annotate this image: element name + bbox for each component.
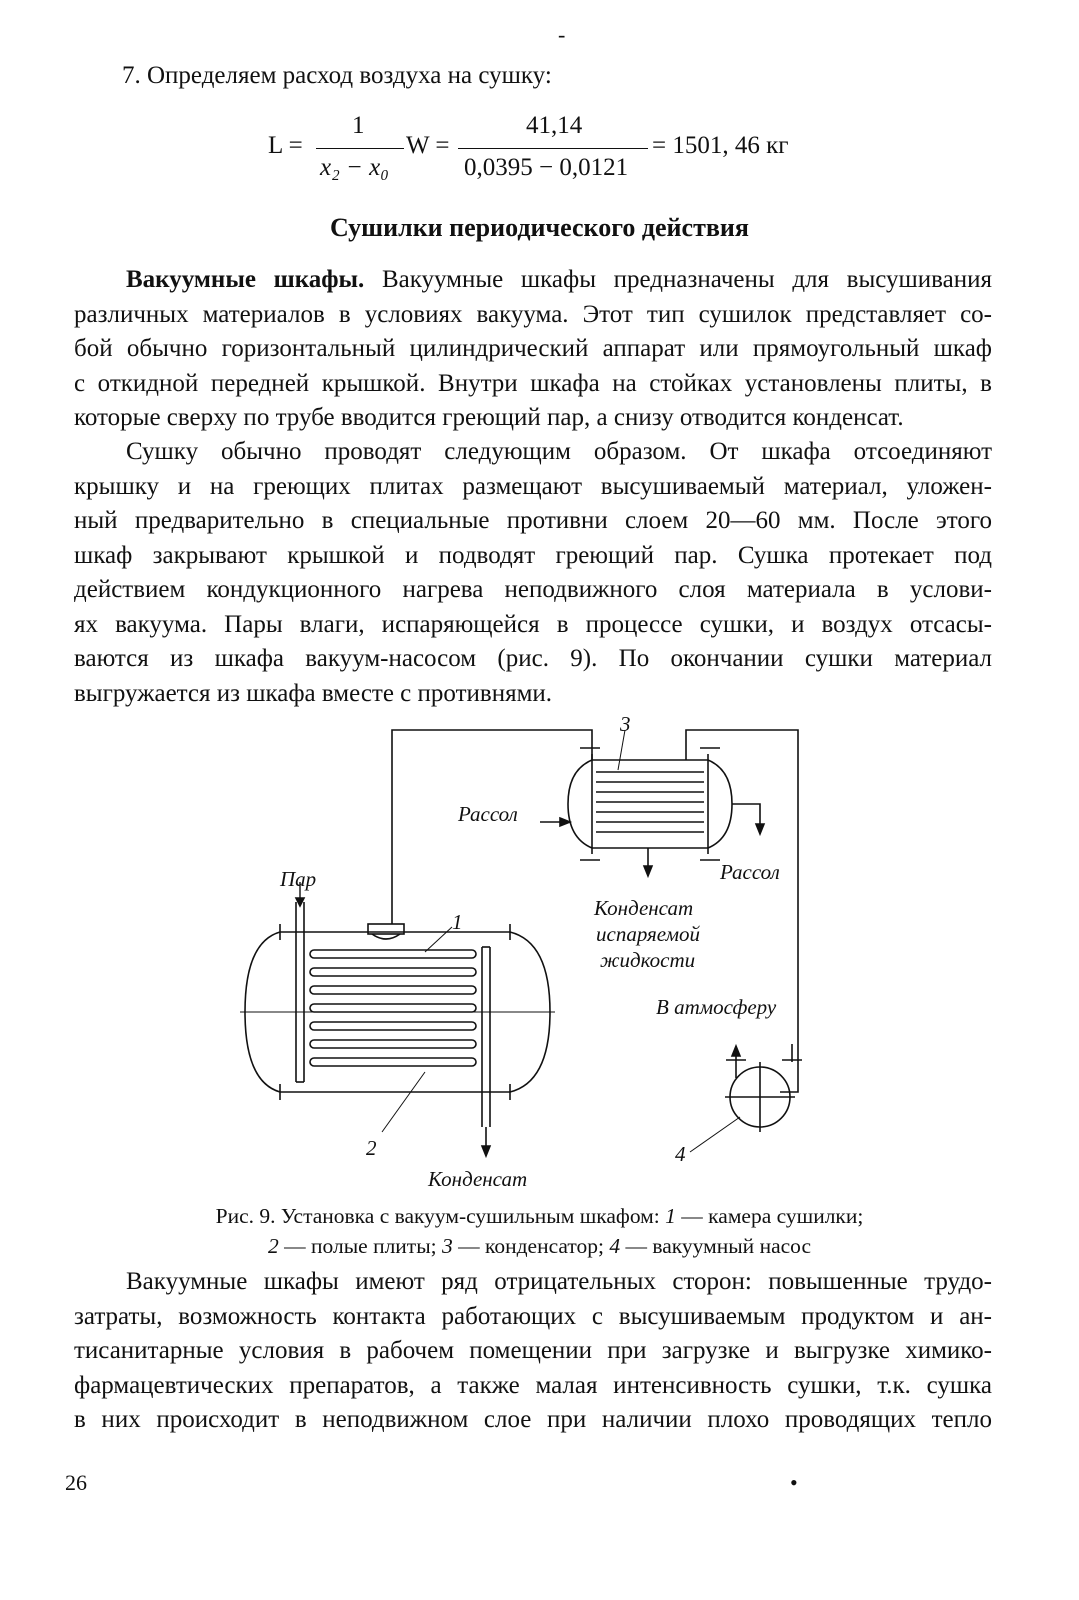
formula-frac2-bar [458, 148, 648, 149]
paragraph-line: различных материалов в условиях вакуума. Этот тип сушилок представляет со- [74, 300, 992, 328]
paragraph-line-text: Вакуумные шкафы предназначены для высушивания [364, 266, 992, 293]
air-flow-formula [268, 112, 828, 192]
formula-frac2-denominator: 0,0395 − 0,0121 [464, 154, 629, 181]
paragraph-line: фармацевтических препаратов, а также малая интенсивность сушки, т.к. сушка [74, 1371, 992, 1399]
paragraph-line [74, 263, 992, 298]
label-condensate-vapor-2: испаряемой [596, 922, 701, 946]
section-title: Сушилки периодического действия [330, 213, 749, 242]
label-brine-in: Рассол [458, 802, 518, 826]
steam-manifold [296, 882, 304, 1082]
caption-line-1 [0, 1201, 1079, 1231]
caption-text-3: — конденсатор; [452, 1234, 610, 1258]
condensate-manifold [482, 947, 490, 1156]
label-condensate-vapor-3: жидкости [600, 948, 696, 972]
paragraph-line: ный предварительно в специальные противни слоем 20—60 мм. После этого [74, 507, 992, 534]
label-number-4: 4 [675, 1142, 686, 1166]
paragraph-line: бой обычно горизонтальный цилиндрический аппарат или прямоугольный шкаф [74, 335, 992, 362]
formula-w: W = [406, 132, 450, 159]
condenser-drain-arrow [644, 848, 652, 876]
hollow-plates [310, 950, 476, 1066]
step-heading: 7. Определяем расход воздуха на сушку: [122, 62, 552, 89]
paragraph-vacuum-cabinets [74, 263, 992, 436]
paragraph-line: затраты, возможность контакта работающих с высушиваемым продуктом и ан- [74, 1302, 992, 1330]
leader-line-2 [382, 1072, 425, 1132]
caption-num-2: 2 [268, 1234, 279, 1258]
label-condensate-vapor-1: Конденсат [594, 896, 694, 920]
label-to-atmosphere: В атмосферу [656, 995, 777, 1019]
condenser [568, 748, 732, 860]
formula-frac1-numerator: 1 [352, 112, 365, 139]
paragraph-line: ях вакуума. Пары влаги, испаряющейся в процессе сушки, и воздух отсасы- [74, 610, 992, 638]
diagram-svg [220, 712, 820, 1202]
paragraph-drying-process [74, 435, 992, 711]
formula-frac1-denominator: x₂ − x₀ [320, 154, 389, 181]
brine-in-arrow [540, 818, 570, 826]
leader-line-1 [425, 927, 452, 952]
caption-prefix: Рис. 9. Установка с вакуум-сушильным шкафом: [215, 1204, 666, 1228]
paragraph-line: выгружается из шкафа вместе с противнями. [74, 679, 553, 707]
paragraph-line: тисанитарные условия в рабочем помещении при загрузке и выгрузке химико- [74, 1337, 992, 1364]
label-number-1: 1 [452, 910, 463, 934]
caption-text-4: — вакуумный насос [620, 1234, 811, 1258]
label-steam: Пар [280, 867, 317, 891]
formula-lhs: L = [268, 132, 303, 159]
brine-out-arrow [732, 804, 764, 834]
paragraph-line: шкаф закрывают крышкой и подводят греющий пар. Сушка протекает под [74, 541, 992, 569]
label-brine-out: Рассол [720, 860, 780, 884]
paragraph-line: Сушку обычно проводят следующим образом. От шкафа отсоединяют [126, 438, 992, 465]
figure-caption [0, 1201, 1079, 1261]
top-mark: - [558, 22, 566, 47]
caption-num-1: 1 [665, 1204, 676, 1228]
caption-text-2: — полые плиты; [278, 1234, 442, 1258]
caption-num-3: 3 [442, 1234, 453, 1258]
paragraph-line: которые сверху по трубе вводится греющий пар, а снизу отводится конденсат. [74, 404, 904, 431]
caption-text-1: — камера сушилки; [675, 1204, 864, 1228]
page-number: 26 [65, 1470, 87, 1495]
figure-vacuum-dryer-diagram [220, 712, 820, 1202]
caption-line-2 [0, 1231, 1079, 1261]
paragraph-lead: Вакуумные шкафы. [126, 266, 365, 293]
caption-num-4: 4 [609, 1234, 621, 1258]
vapor-pipe [392, 730, 592, 924]
label-condensate: Конденсат [428, 1167, 528, 1191]
suction-pipe [686, 730, 798, 1092]
paragraph-disadvantages [74, 1265, 992, 1438]
paragraph-line: Вакуумные шкафы имеют ряд отрицательных сторон: повышенные трудо- [126, 1268, 992, 1295]
label-number-2: 2 [366, 1136, 377, 1160]
paragraph-line: крышку и на греющих плитах размещают высушиваемый материал, уложен- [74, 472, 992, 500]
bottom-mark: • [790, 1470, 798, 1495]
formula-frac1-bar [316, 148, 404, 149]
paragraph-line: с откидной передней крышкой. Внутри шкафа на стойках установлены плиты, в [74, 369, 992, 397]
paragraph-line: ваются из шкафа вакуум-насосом (рис. 9). По окончании сушки материал [74, 645, 992, 672]
paragraph-line: в них происходит в неподвижном слое при наличии плохо проводящих тепло [74, 1406, 992, 1433]
paragraph-line: действием кондукционного нагрева неподвижного слоя материала в услови- [74, 576, 992, 603]
vacuum-pump [725, 1044, 802, 1132]
leader-line-4 [690, 1117, 740, 1152]
label-number-3: 3 [620, 712, 631, 736]
formula-frac2-numerator: 41,14 [526, 112, 583, 139]
formula-result: = 1501, 46 кг [652, 132, 789, 159]
